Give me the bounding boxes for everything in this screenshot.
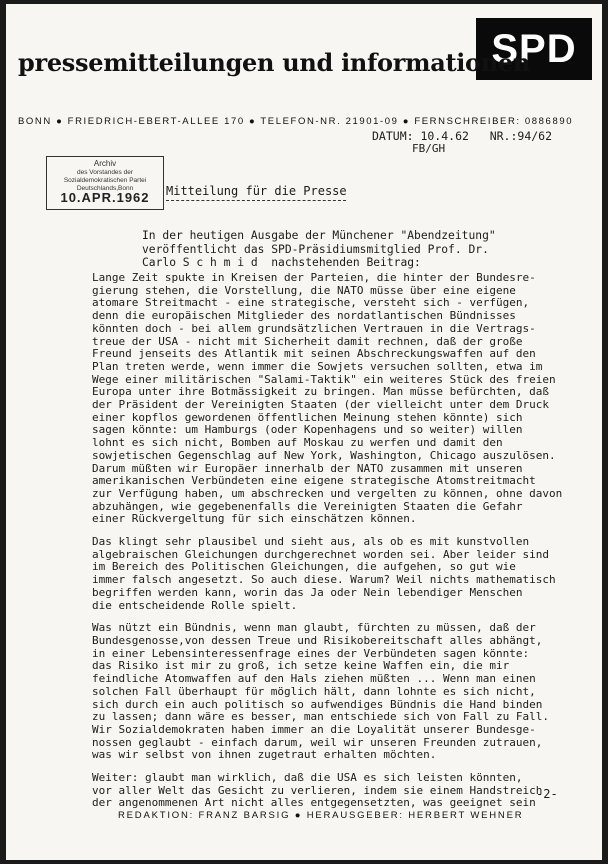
intro-paragraph: In der heutigen Ausgabe der Münchener "Abendzeitung" veröffentlicht das SPD-Präsidiumsmitglied Prof. Dr. Carlo S c h m i d nachstehenden Beitrag:: [142, 229, 496, 269]
paragraph: Lange Zeit spukte in Kreisen der Parteien, die hinter der Bundesre- gierung stehen, die Vorstellung, die NATO müsse über eine eigene atomare Streitmacht - eine strategische, versteht sich - verfügen, denn die europäischen Mitglieder des nordatlantischen Bündnisses könnten doch - bei allem grundsätzlichen Vertrauen in die Vertrags- treue der USA - nicht mit Sicherheit damit rechnen, daß der große Freund jenseits des Atlantik mit seinen Abschreckungswaffen auf den Plan treten werde, wenn immer die Sowjets versuchen sollten, etwa im Wege einer militärischen "Salami-Taktik" ein weiteres Stück des freien Europa unter ihre Botmässigkeit zu bringen. Man müsse befürchten, daß der Präsident der Vereinigten Staaten (der vielleicht unter dem Druck einer kopflos gewordenen öffentlichen Meinung stehen könnte) sich sagen könnte: um Hamburgs (oder Kopenhagens und so weiter) willen lohnt es sich nicht, Bomben auf Moskau zu werfen und damit den sowjetischen Gegenschlag auf New York, Washington, Chicago auszulösen. Darum müßten wir Europäer innerhalb der NATO zusammen mit unseren amerikanischen Verbündeten eine eigene strategische Atomstreitmacht zur Verfügung haben, um abschrecken und vergelten zu können, ohne davon abzuhängen, wie gegebenenfalls die Vereinigten Staaten die Gefahr einer Rückvergeltung für sich einschätzen können.: [92, 271, 563, 526]
subject-line: Mitteilung für die Presse: [166, 184, 347, 198]
spd-logo: SPD: [476, 18, 592, 80]
paragraph: Weiter: glaubt man wirklich, daß die USA es sich leisten könnten, vor aller Welt das Gesicht zu verlieren, indem sie einem Handstreich der angenommenen Art nicht alles entgegensetzten, was geeignet sein: [92, 771, 543, 810]
press-release-page: [6, 4, 602, 860]
stamp-organization: des Vorstandes der Sozialdemokratischen Partei Deutschlands,Bonn: [63, 169, 147, 192]
subject-underline: [166, 200, 346, 201]
stamp-title: Archiv: [93, 159, 117, 168]
author-initials: FB/GH: [412, 142, 446, 155]
article-body: [92, 272, 582, 820]
paragraph: Was nützt ein Bündnis, wenn man glaubt, fürchten zu müssen, daß der Bundesgenosse,von dessen Treue und Risikobereitschaft alles abhängt, in einer Lebensinteressenfrage eines der Verbündeten sagen könnte: das Risiko ist mir zu groß, ich setze keine Waffen ein, die mir feindliche Atomwaffen auf den Hals ziehen müßten ... Wenn man einen solchen Fall überhaupt für möglich hält, dann lohnte es sich nicht, sich durch ein auch politisch so aufwendiges Bündnis die Hand binden zu lassen; dann wäre es besser, man entschiede sich von Fall zu Fall. Wir Sozialdemokraten haben immer an die Loyalität unserer Bundesge- nossen geglaubt - einfach darum, weil wir unseren Freunden zutrauen, was wir selbst von ihnen zugetraut erhalten möchten.: [92, 621, 549, 762]
header-title: pressemitteilungen und informationen: [18, 48, 531, 77]
page-marker: -2-: [536, 787, 558, 801]
paragraph: Das klingt sehr plausibel und sieht aus, als ob es mit kunstvollen algebraischen Gleichungen durchgerechnet worden sei. Aber leider sind im Bereich des Politischen Gleichungen, die aufgehen, so gut wie immer falsch angesetzt. So auch diese. Warum? Weil nichts mathematisch begriffen werden kann, worin das Ja oder Nein lebendiger Menschen die entscheidende Rolle spielt.: [92, 535, 556, 612]
footer-credits: REDAKTION: FRANZ BARSIG ● HERAUSGEBER: HERBERT WEHNER: [118, 810, 524, 821]
archive-stamp: [46, 156, 164, 210]
date-number-line: DATUM: 10.4.62 NR.:94/62: [372, 129, 553, 143]
address-line: BONN ● FRIEDRICH-EBERT-ALLEE 170 ● TELEFON-NR. 21901-09 ● FERNSCHREIBER: 0886890: [18, 116, 574, 127]
stamp-date: 10.APR.1962: [60, 190, 150, 205]
